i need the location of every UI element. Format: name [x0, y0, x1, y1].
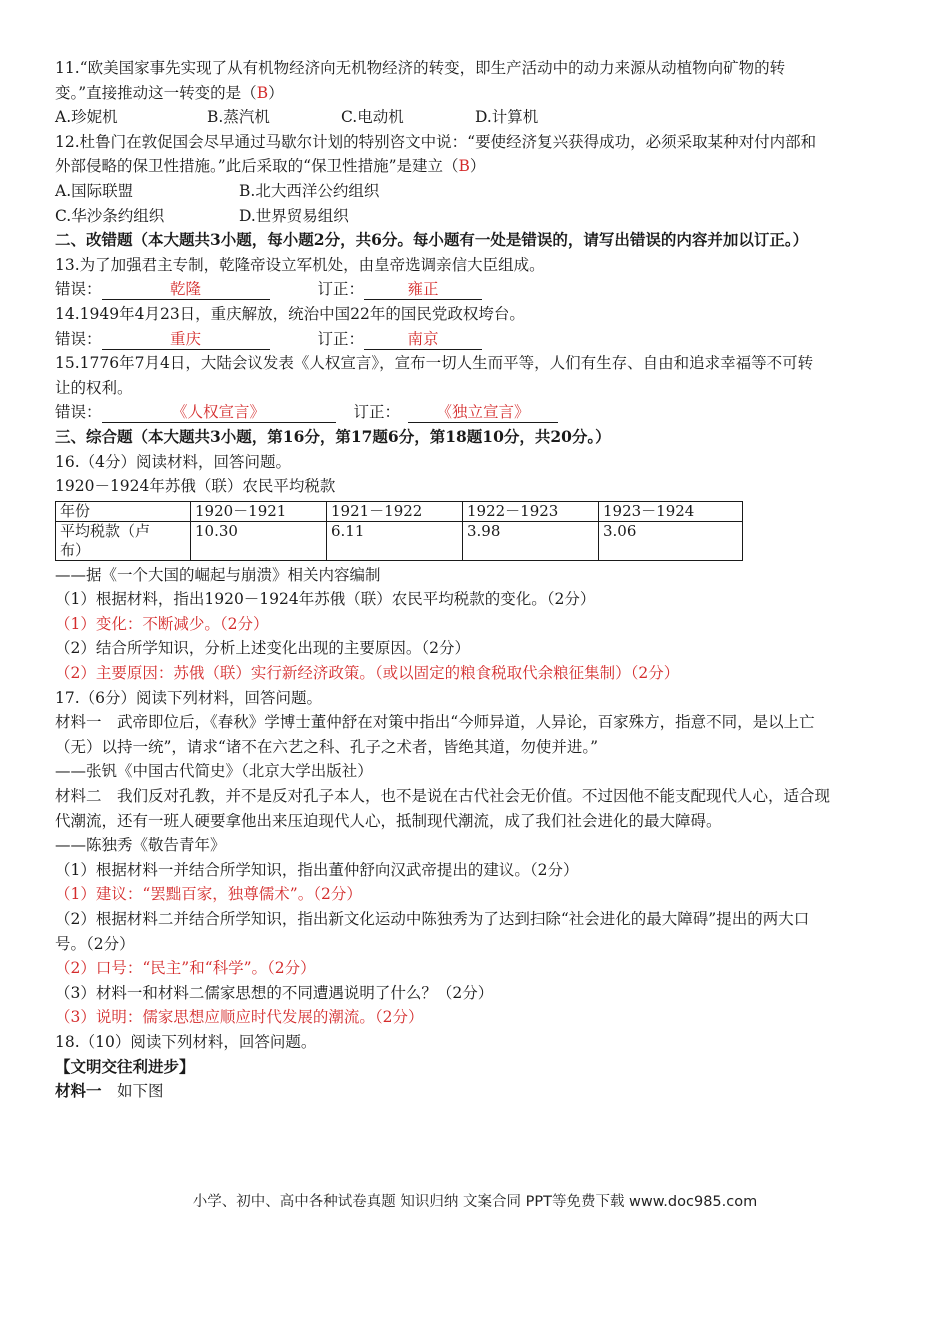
q12-line1: 12.杜鲁门在敦促国会尽早通过马歇尔计划的特别咨文中说：“要使经济复兴获得成功，必须采取某种对付内部和 [55, 132, 817, 151]
q15-line1: 15.1776年7月4日，大陆会议发表《人权宣言》，宣布一切人生而平等，人们有生存、自由和追求幸福等不可转 [55, 354, 814, 373]
q11-option-d: D.计算机 [475, 108, 539, 127]
q16-sub2-answer: （2）主要原因：苏俄（联）实行新经济政策。（或以固定的粮食税取代余粮征集制）（2分） [55, 664, 680, 683]
q17-material1-line2: （无）以持一统”，请求“诸不在六艺之科、孔子之术者，皆绝其道，勿使并进。” [55, 737, 599, 756]
table-cell: 6.11 [327, 521, 463, 560]
q16-source: ——据《一个大国的崛起与崩溃》相关内容编制 [55, 565, 381, 584]
q17-material1-source: ——张钒《中国古代简史》（北京大学出版社） [55, 762, 373, 781]
q15-wrong-blank: 《人权宣言》 [102, 402, 336, 423]
q11-answer: B [256, 83, 269, 102]
table-header-col1: 1920－1921 [191, 501, 327, 521]
q11-option-c: C.电动机 [341, 108, 404, 127]
table-cell: 3.06 [599, 521, 743, 560]
q12-option-d: D.世界贸易组织 [239, 206, 349, 225]
q18-material1: 材料一 如下图 [55, 1081, 164, 1101]
table-cell: 10.30 [191, 521, 327, 560]
section2-heading: 二、改错题（本大题共3小题，每小题2分，共6分。每小题有一处是错误的，请写出错误的内容并加以订正。） [55, 230, 809, 250]
section3-heading: 三、综合题（本大题共3小题，第16分，第17题6分，第18题10分，共20分。） [55, 426, 611, 446]
q11-options [55, 105, 897, 130]
q13-fix-blank: 雍正 [364, 279, 482, 300]
q15-answer-row: 错误： 《人权宣言》 订正： 《独立宣言》 [55, 400, 897, 425]
q11-option-b: B.蒸汽机 [207, 108, 270, 127]
q17-sub3-answer: （3）说明：儒家思想应顺应时代发展的潮流。（2分） [55, 1008, 424, 1027]
q14-fix-blank: 南京 [364, 329, 482, 350]
q17-sub2-question-line2: 号。（2分） [55, 934, 135, 953]
q11-line2: 变。”直接推动这一转变的是（B） [55, 83, 284, 102]
q14-wrong-blank: 重庆 [102, 329, 270, 350]
q12-option-c: C.华沙条约组织 [55, 206, 165, 225]
q12-options-row1 [55, 179, 897, 204]
table-header-col3: 1922－1923 [463, 501, 599, 521]
q17-sub1-question: （1）根据材料一并结合所学知识，指出董仲舒向汉武帝提出的建议。（2分） [55, 860, 579, 879]
q17-material2-line2: 代潮流，还有一班人硬要拿他出来压迫现代人心，抵制现代潮流，成了我们社会进化的最大障碍。 [55, 811, 722, 830]
q13-answer-row: 错误： 乾隆 订正： 雍正 [55, 277, 897, 302]
q17-sub2-answer: （2）口号：“民主”和“科学”。（2分） [55, 959, 316, 978]
q17-sub1-answer: （1）建议：“罢黜百家，独尊儒术”。（2分） [55, 885, 362, 904]
q16-intro: 16.（4分）阅读材料，回答问题。 [55, 452, 292, 471]
q14-text: 14.1949年4月23日，重庆解放，统治中国22年的国民党政权垮台。 [55, 304, 525, 323]
q15-fix-blank: 《独立宣言》 [408, 402, 558, 423]
q12-options-row2 [55, 204, 897, 229]
q13-text: 13.为了加强君主专制，乾隆帝设立军机处，由皇帝选调亲信大臣组成。 [55, 255, 545, 274]
q13-wrong-blank: 乾隆 [102, 279, 270, 300]
tax-table [55, 501, 743, 561]
q12-answer: B [458, 157, 470, 176]
q12-option-b: B.北大西洋公约组织 [239, 181, 380, 200]
q16-sub1-question: （1）根据材料，指出1920－1924年苏俄（联）农民平均税款的变化。（2分） [55, 590, 596, 609]
q17-sub2-question-line1: （2）根据材料二并结合所学知识，指出新文化运动中陈独秀为了达到扫除“社会进化的最大障碍”提出的两大口 [55, 910, 810, 928]
q16-sub1-answer: （1）变化：不断减少。（2分） [55, 614, 269, 633]
q17-sub3-question: （3）材料一和材料二儒家思想的不同遭遇说明了什么？（2分） [55, 983, 494, 1002]
table-header-col4: 1923－1924 [599, 501, 743, 521]
q11-line1: 11.“欧美国家事先实现了从有机物经济向无机物经济的转变，即生产活动中的动力来源从动植物向矿物的转 [55, 59, 786, 77]
q12-option-a: A.国际联盟 [55, 181, 134, 200]
q14-answer-row: 错误： 重庆 订正： 南京 [55, 327, 897, 352]
q16-table-title: 1920－1924年苏俄（联）农民平均税款 [55, 477, 336, 496]
q16-sub2-question: （2）结合所学知识，分析上述变化出现的主要原因。（2分） [55, 639, 470, 658]
table-header-col2: 1921－1922 [327, 501, 463, 521]
table-header-year: 年份 [56, 501, 191, 521]
table-row [56, 501, 743, 521]
table-row-label: 平均税款（卢 布） [56, 521, 191, 560]
q18-intro: 18.（10）阅读下列材料，回答问题。 [55, 1032, 317, 1051]
q11-option-a: A.珍妮机 [55, 108, 118, 127]
table-cell: 3.98 [463, 521, 599, 560]
page-footer: 小学、初中、高中各种试卷真题 知识归纳 文案合同 PPT等免费下载 www.doc985.com [192, 1194, 758, 1210]
exam-page [55, 56, 897, 1104]
q18-heading: 【文明交往利进步】 [55, 1056, 195, 1076]
q17-intro: 17.（6分）阅读下列材料，回答问题。 [55, 688, 323, 707]
q15-line2: 让的权利。 [55, 378, 133, 397]
q12-line2: 外部侵略的保卫性措施。”此后采取的“保卫性措施”是建立（B） [55, 157, 486, 176]
q17-material2-source: ——陈独秀《敬告青年》 [55, 836, 226, 855]
q17-material2-line1: 材料二 我们反对孔教，并不是反对孔子本人，也不是说在古代社会无价值。不过因他不能支配现代人心，适合现 [55, 787, 831, 806]
q17-material1-line1: 材料一 武帝即位后，《春秋》学博士董仲舒在对策中指出“今师异道，人异论，百家殊方，指意不同，是以上亡 [55, 713, 815, 732]
table-row [56, 521, 743, 560]
